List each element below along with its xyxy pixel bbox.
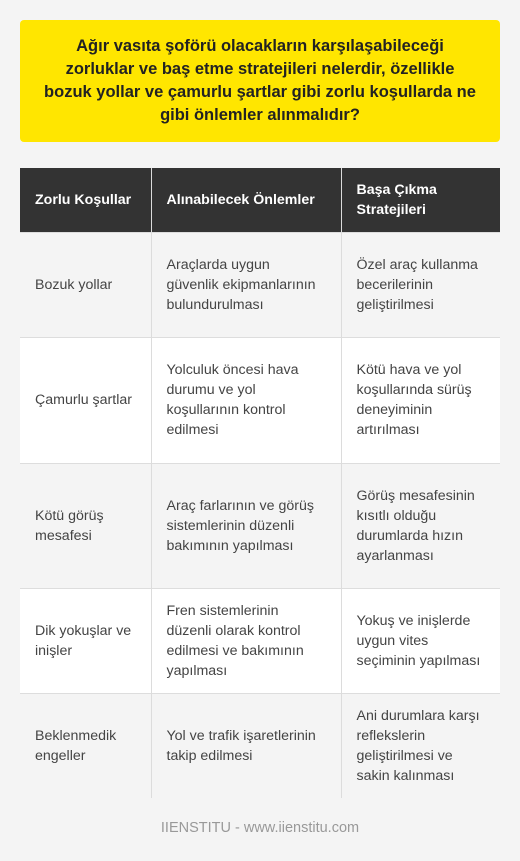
strategy-cell: Görüş mesafesinin kısıtlı olduğu durumlarda hızın ayarlanması <box>341 463 500 588</box>
strategies-table <box>20 168 500 798</box>
condition-cell: Beklenmedik engeller <box>20 693 151 798</box>
precaution-cell: Fren sistemlerinin düzenli olarak kontrol edilmesi ve bakımının yapılması <box>151 588 341 693</box>
condition-cell: Dik yokuşlar ve inişler <box>20 588 151 693</box>
question-text: Ağır vasıta şoförü olacakların karşılaşabileceği zorluklar ve baş etme stratejileri nelerdir, özellikle bozuk yollar ve çamurlu şartlar gibi zorlu koşullarda ne gibi önlemler alınmalıdır? <box>44 37 476 124</box>
strategy-cell: Yokuş ve inişlerde uygun vites seçiminin yapılması <box>341 588 500 693</box>
condition-cell: Bozuk yollar <box>20 232 151 337</box>
table-header-row <box>20 168 500 232</box>
column-header-precautions: Alınabilecek Önlemler <box>151 168 341 232</box>
condition-cell: Çamurlu şartlar <box>20 337 151 463</box>
column-header-conditions: Zorlu Koşullar <box>20 168 151 232</box>
table-row <box>20 232 500 337</box>
table-row <box>20 337 500 463</box>
column-header-strategies: Başa Çıkma Stratejileri <box>341 168 500 232</box>
condition-cell: Kötü görüş mesafesi <box>20 463 151 588</box>
strategy-cell: Ani durumlara karşı reflekslerin geliştirilmesi ve sakin kalınması <box>341 693 500 798</box>
precaution-cell: Araçlarda uygun güvenlik ekipmanlarının bulundurulması <box>151 232 341 337</box>
table-row <box>20 588 500 693</box>
strategy-cell: Özel araç kullanma becerilerinin geliştirilmesi <box>341 232 500 337</box>
precaution-cell: Yolculuk öncesi hava durumu ve yol koşullarının kontrol edilmesi <box>151 337 341 463</box>
table-row <box>20 463 500 588</box>
question-banner <box>20 20 500 142</box>
table-row <box>20 693 500 798</box>
precaution-cell: Yol ve trafik işaretlerinin takip edilmesi <box>151 693 341 798</box>
strategy-cell: Kötü hava ve yol koşullarında sürüş deneyiminin artırılması <box>341 337 500 463</box>
precaution-cell: Araç farlarının ve görüş sistemlerinin düzenli bakımının yapılması <box>151 463 341 588</box>
footer-attribution: IIENSTITU - www.iienstitu.com <box>160 820 360 836</box>
